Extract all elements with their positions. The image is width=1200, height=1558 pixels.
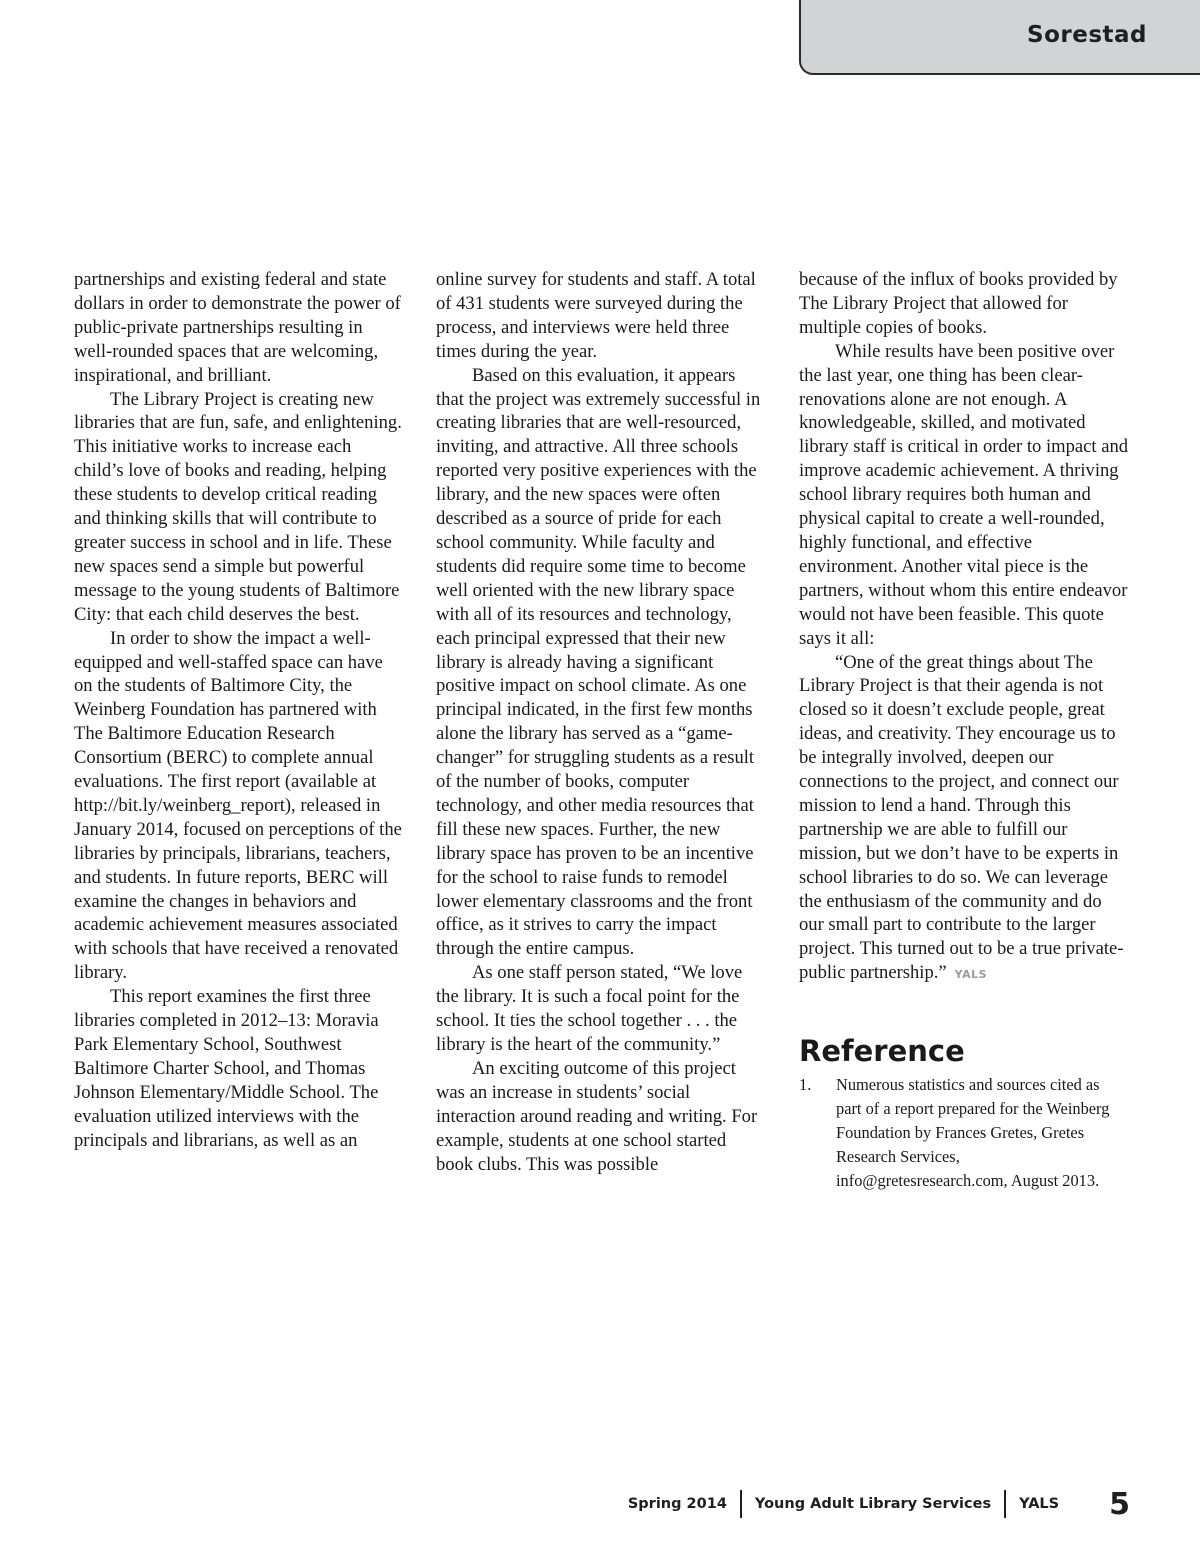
running-header-author: Sorestad <box>1027 22 1147 48</box>
reference-heading: Reference <box>799 1034 965 1069</box>
paragraph: online survey for students and staff. A total of 431 students were surveyed during the process, and interviews were held three times during the year. <box>436 269 756 362</box>
footer-issue: Spring 2014 <box>627 1496 727 1512</box>
reference-item <box>799 1073 1129 1193</box>
quote-text: “One of the great things about The Library Project is that their agenda is not closed so it doesn’t exclude people, great ideas, and creativity. They encourage us to be integrally involved, deepen our connections to the project, and connect our mission to lend a hand. Through this partnership we are able to fulfill our mission, but we don’t have to be experts in school libraries to do so. We can leverage the enthusiasm of the community and do our small part to contribute to the larger project. This turned out to be a true private-public partnership.” <box>799 651 1124 984</box>
final-paragraph <box>799 651 1129 988</box>
footer-divider <box>1004 1490 1006 1518</box>
page-number: 5 <box>1109 1486 1130 1522</box>
footer-divider <box>740 1490 742 1518</box>
reference-list <box>799 1073 1129 1193</box>
text-column-3 <box>799 268 1129 1193</box>
running-header-tab <box>799 0 1200 75</box>
reference-text: Numerous statistics and sources cited as part of a report prepared for the Weinberg Foundation by Frances Gretes, Gretes Research Services, info@gretesresearch.com, August 2013. <box>836 1075 1110 1190</box>
paragraph: An exciting outcome of this project was an increase in students’ social interaction around reading and writing. For example, students at one school started book clubs. This was possible <box>436 1057 758 1175</box>
footer-short-title: YALS <box>1019 1496 1060 1512</box>
paragraph: While results have been positive over the last year, one thing has been clear-renovations alone are not enough. A knowledgeable, skilled, and motivated library staff is critical in order to impact and improve academic achievement. A thriving school library requires both human and physical capital to create a well-rounded, highly functional, and effective environment. Another vital piece is the partners, without whom this entire endeavor would not have been feasible. This quote says it all: <box>799 340 1129 649</box>
reference-number: 1. <box>799 1075 812 1095</box>
end-mark: YALS <box>954 968 988 982</box>
footer-journal: Young Adult Library Services <box>754 1496 992 1512</box>
paragraph: Based on this evaluation, it appears that the project was extremely successful in creating libraries that are well-resourced, inviting, and attractive. All three schools reported very positive experiences with the library, and the new spaces were often described as a source of pride for each school community. While faculty and students did require some time to become well oriented with the new library space with all of its resources and technology, each principal expressed that their new library is already having a significant positive impact on school climate. As one principal indicated, in the first few months alone the library has served as a “game-changer” for struggling students as a result of the number of books, computer technology, and other media resources that fill these new spaces. Further, the new library space has proven to be an incentive for the school to raise funds to remodel lower elementary classrooms and the front office, as it strives to carry the impact through the entire campus. <box>436 364 761 960</box>
paragraph: In order to show the impact a well-equipped and well-staffed space can have on the students of Baltimore City, the Weinberg Foundation has partnered with The Baltimore Education Research Consortium (BERC) to complete annual evaluations. The first report (available at http://bit.ly/weinberg_report), released in January 2014, focused on perceptions of the libraries by principals, librarians, teachers, and students. In future reports, BERC will examine the changes in behaviors and academic achievement measures associated with schools that have received a renovated library. <box>74 627 402 984</box>
paragraph: The Library Project is creating new libraries that are fun, safe, and enlightening. This initiative works to increase each child’s love of books and reading, helping these students to develop critical reading and thinking skills that will contribute to greater success in school and in life. These new spaces send a simple but powerful message to the young students of Baltimore City: that each child deserves the best. <box>74 388 402 625</box>
text-column-2 <box>436 268 766 1176</box>
paragraph: partnerships and existing federal and state dollars in order to demonstrate the power of public-private partnerships resulting in well-rounded spaces that are welcoming, inspirational, and brilliant. <box>74 269 401 386</box>
page-footer <box>628 1484 1130 1524</box>
paragraph: As one staff person stated, “We love the library. It is such a focal point for the school. It ties the school together . . . the library is the heart of the community.” <box>436 962 743 1055</box>
text-column-1 <box>74 268 404 1153</box>
paragraph: This report examines the first three libraries completed in 2012–13: Moravia Park Elementary School, Southwest Baltimore Charter School, and Thomas Johnson Elementary/Middle School. The evaluation utilized interviews with the principals and librarians, as well as an <box>74 986 379 1151</box>
paragraph: because of the influx of books provided by The Library Project that allowed for multiple copies of books. <box>799 269 1118 338</box>
